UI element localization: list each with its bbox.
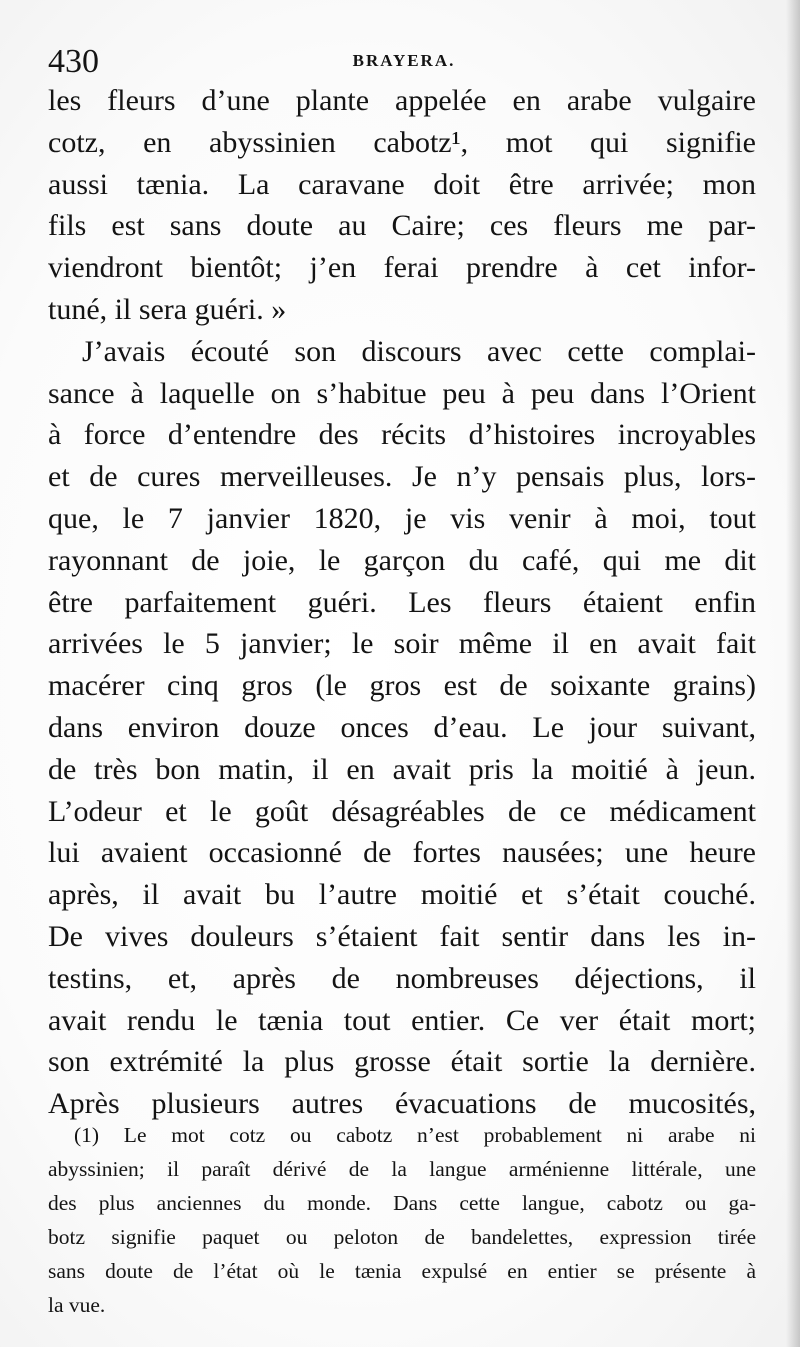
main-text	[48, 80, 756, 1125]
text-line: après, il avait bu l’autre moitié et s’était couché.	[48, 878, 756, 912]
text-line: dans environ douze onces d’eau. Le jour suivant,	[48, 710, 756, 744]
page-number: 430	[48, 43, 99, 80]
text-line: être parfaitement guéri. Les fleurs étaient enfin	[48, 585, 756, 619]
text-line: Après plusieurs autres évacuations de mucosités,	[48, 1087, 756, 1121]
text-line: De vives douleurs s’étaient fait sentir dans les in-	[48, 919, 756, 953]
text-line: que, le 7 janvier 1820, je vis venir à moi, tout	[48, 501, 756, 535]
text-line: à force d’entendre des récits d’histoires incroyables	[48, 418, 756, 452]
running-head: BRAYERA.	[352, 51, 456, 70]
text-line: avait rendu le tænia tout entier. Ce ver était mort;	[48, 1003, 756, 1037]
footnote-line: botz signifie paquet ou peloton de bandelettes, expression tirée	[48, 1225, 756, 1249]
text-line: sance à laquelle on s’habitue peu à peu dans l’Orient	[48, 376, 756, 410]
footnote-line: la vue.	[48, 1293, 106, 1317]
text-line: fils est sans doute au Caire; ces fleurs me par-	[48, 209, 756, 243]
text-line: viendront bientôt; j’en ferai prendre à cet infor-	[48, 251, 756, 285]
text-line: et de cures merveilleuses. Je n’y pensais plus, lors-	[48, 460, 756, 494]
text-line: rayonnant de joie, le garçon du café, qui me dit	[48, 543, 756, 577]
page-edge-shadow	[786, 0, 800, 1347]
text-line: J’avais écouté son discours avec cette complai-	[82, 334, 756, 368]
text-line: L’odeur et le goût désagréables de ce médicament	[48, 794, 756, 828]
text-line: aussi tænia. La caravane doit être arrivée; mon	[48, 167, 756, 201]
text-line: son extrémité la plus grosse était sortie la dernière.	[48, 1045, 756, 1079]
text-line: lui avaient occasionné de fortes nausées; une heure	[48, 836, 756, 870]
text-line: tuné, il sera guéri. »	[48, 292, 287, 326]
text-line: arrivées le 5 janvier; le soir même il en avait fait	[48, 627, 756, 661]
text-line: les fleurs d’une plante appelée en arabe vulgaire	[48, 84, 756, 117]
footnote-line: (1) Le mot cotz ou cabotz n’est probablement ni arabe ni	[74, 1123, 756, 1147]
footnote-line: des plus anciennes du monde. Dans cette langue, cabotz ou ga-	[48, 1191, 756, 1215]
text-line: macérer cinq gros (le gros est de soixante grains)	[48, 669, 756, 703]
text-line: de très bon matin, il en avait pris la moitié à jeun.	[48, 752, 756, 786]
text-line: cotz, en abyssinien cabotz¹, mot qui signifie	[48, 125, 756, 159]
footnote-line: sans doute de l’état où le tænia expulsé en entier se présente à	[48, 1259, 756, 1283]
page-header	[48, 40, 760, 84]
footnote	[48, 1118, 756, 1322]
text-line: testins, et, après de nombreuses déjections, il	[48, 961, 756, 995]
footnote-line: abyssinien; il paraît dérivé de la langue arménienne littérale, une	[48, 1157, 756, 1181]
